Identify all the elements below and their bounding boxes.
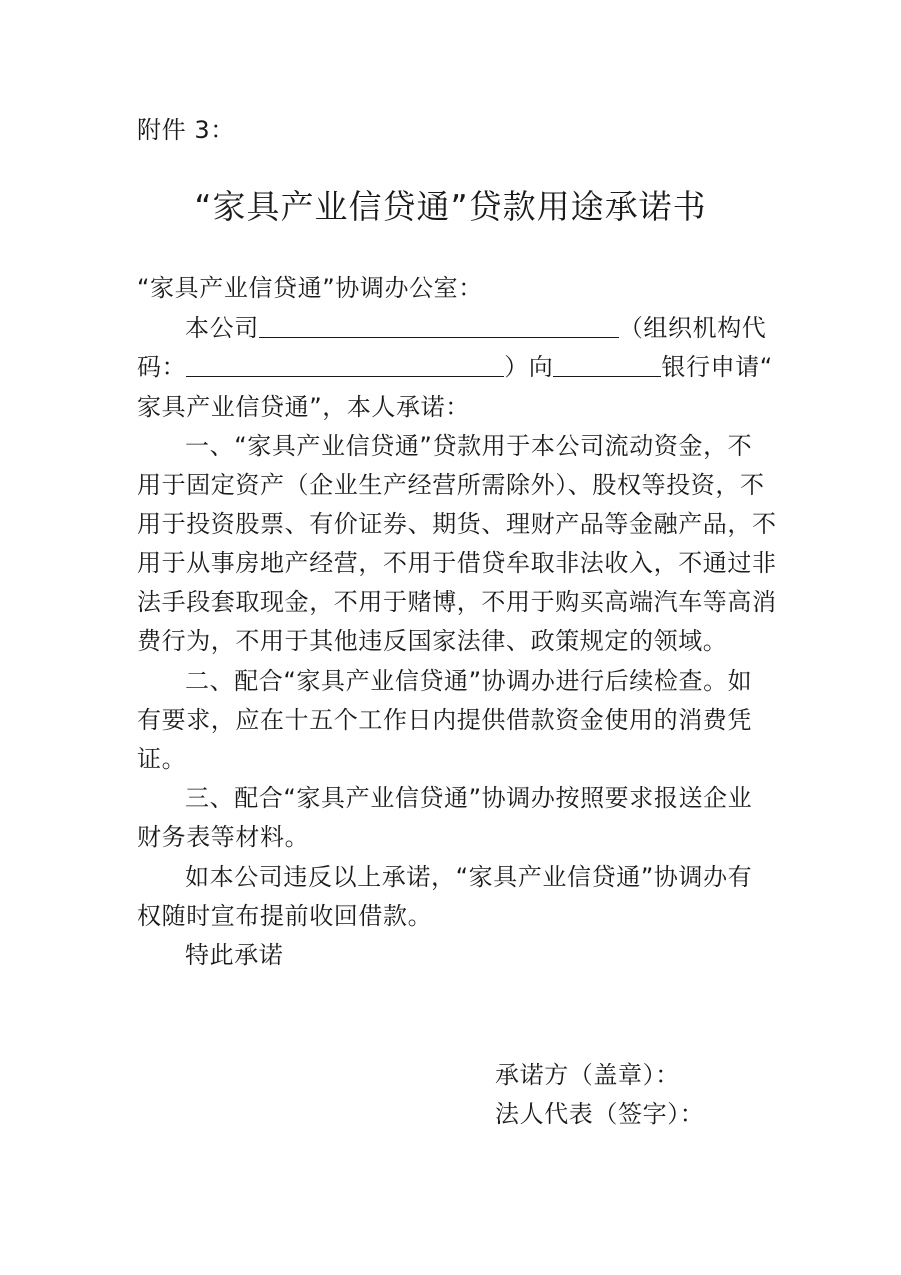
org-code-label: 码： [137,353,187,381]
closing-text: 特此承诺 [185,941,284,969]
company-name-blank [259,313,619,338]
bank-name-blank [553,352,661,377]
intro-line-3: 家具产业信贷通”，本人承诺： [137,393,470,421]
legal-rep-signature-label: 法人代表（签字）： [495,1100,705,1128]
attachment-label: 附件 3： [137,116,235,144]
breach-line: 权随时宣布提前收回借款。 [137,902,433,930]
intro-line-1 [185,313,767,343]
addressee: “家具产业信贷通”协调办公室： [137,274,483,302]
clause1-line: 法手段套取现金，不用于赌博，不用于购买高端汽车等高消 [137,588,777,616]
promisor-seal-label: 承诺方（盖章）： [495,1061,680,1089]
clause2-line: 有要求，应在十五个工作日内提供借款资金使用的消费凭 [137,706,752,734]
clause2-line: 证。 [137,745,187,773]
clause3-line: 三、配合“家具产业信贷通”协调办按照要求报送企业 [185,784,753,812]
breach-line: 如本公司违反以上承诺，“家具产业信贷通”协调办有 [185,863,753,891]
clause2-line: 二、配合“家具产业信贷通”协调办进行后续检查。如 [185,667,753,695]
clause1-line: 费行为，不用于其他违反国家法律、政策规定的领域。 [137,627,728,655]
org-code-open: （组织机构代 [618,314,767,342]
document-title: “家具产业信贷通”贷款用途承诺书 [194,187,707,226]
clause1-line: 用于固定资产（企业生产经营所需除外）、股权等投资，不 [137,471,765,499]
clause1-line: 一、“家具产业信贷通”贷款用于本公司流动资金，不 [185,432,753,460]
intro-line-2 [137,352,773,382]
clause1-line: 用于投资股票、有价证券、期货、理财产品等金融产品，不 [137,510,777,538]
clause1-line: 用于从事房地产经营，不用于借贷牟取非法收入，不通过非 [137,549,777,577]
clause3-line: 财务表等材料。 [137,823,310,851]
company-prefix: 本公司 [185,314,259,342]
org-code-blank [186,352,504,377]
bank-apply-text: 银行申请“ [661,353,773,381]
to-bank-text: ）向 [504,353,554,381]
